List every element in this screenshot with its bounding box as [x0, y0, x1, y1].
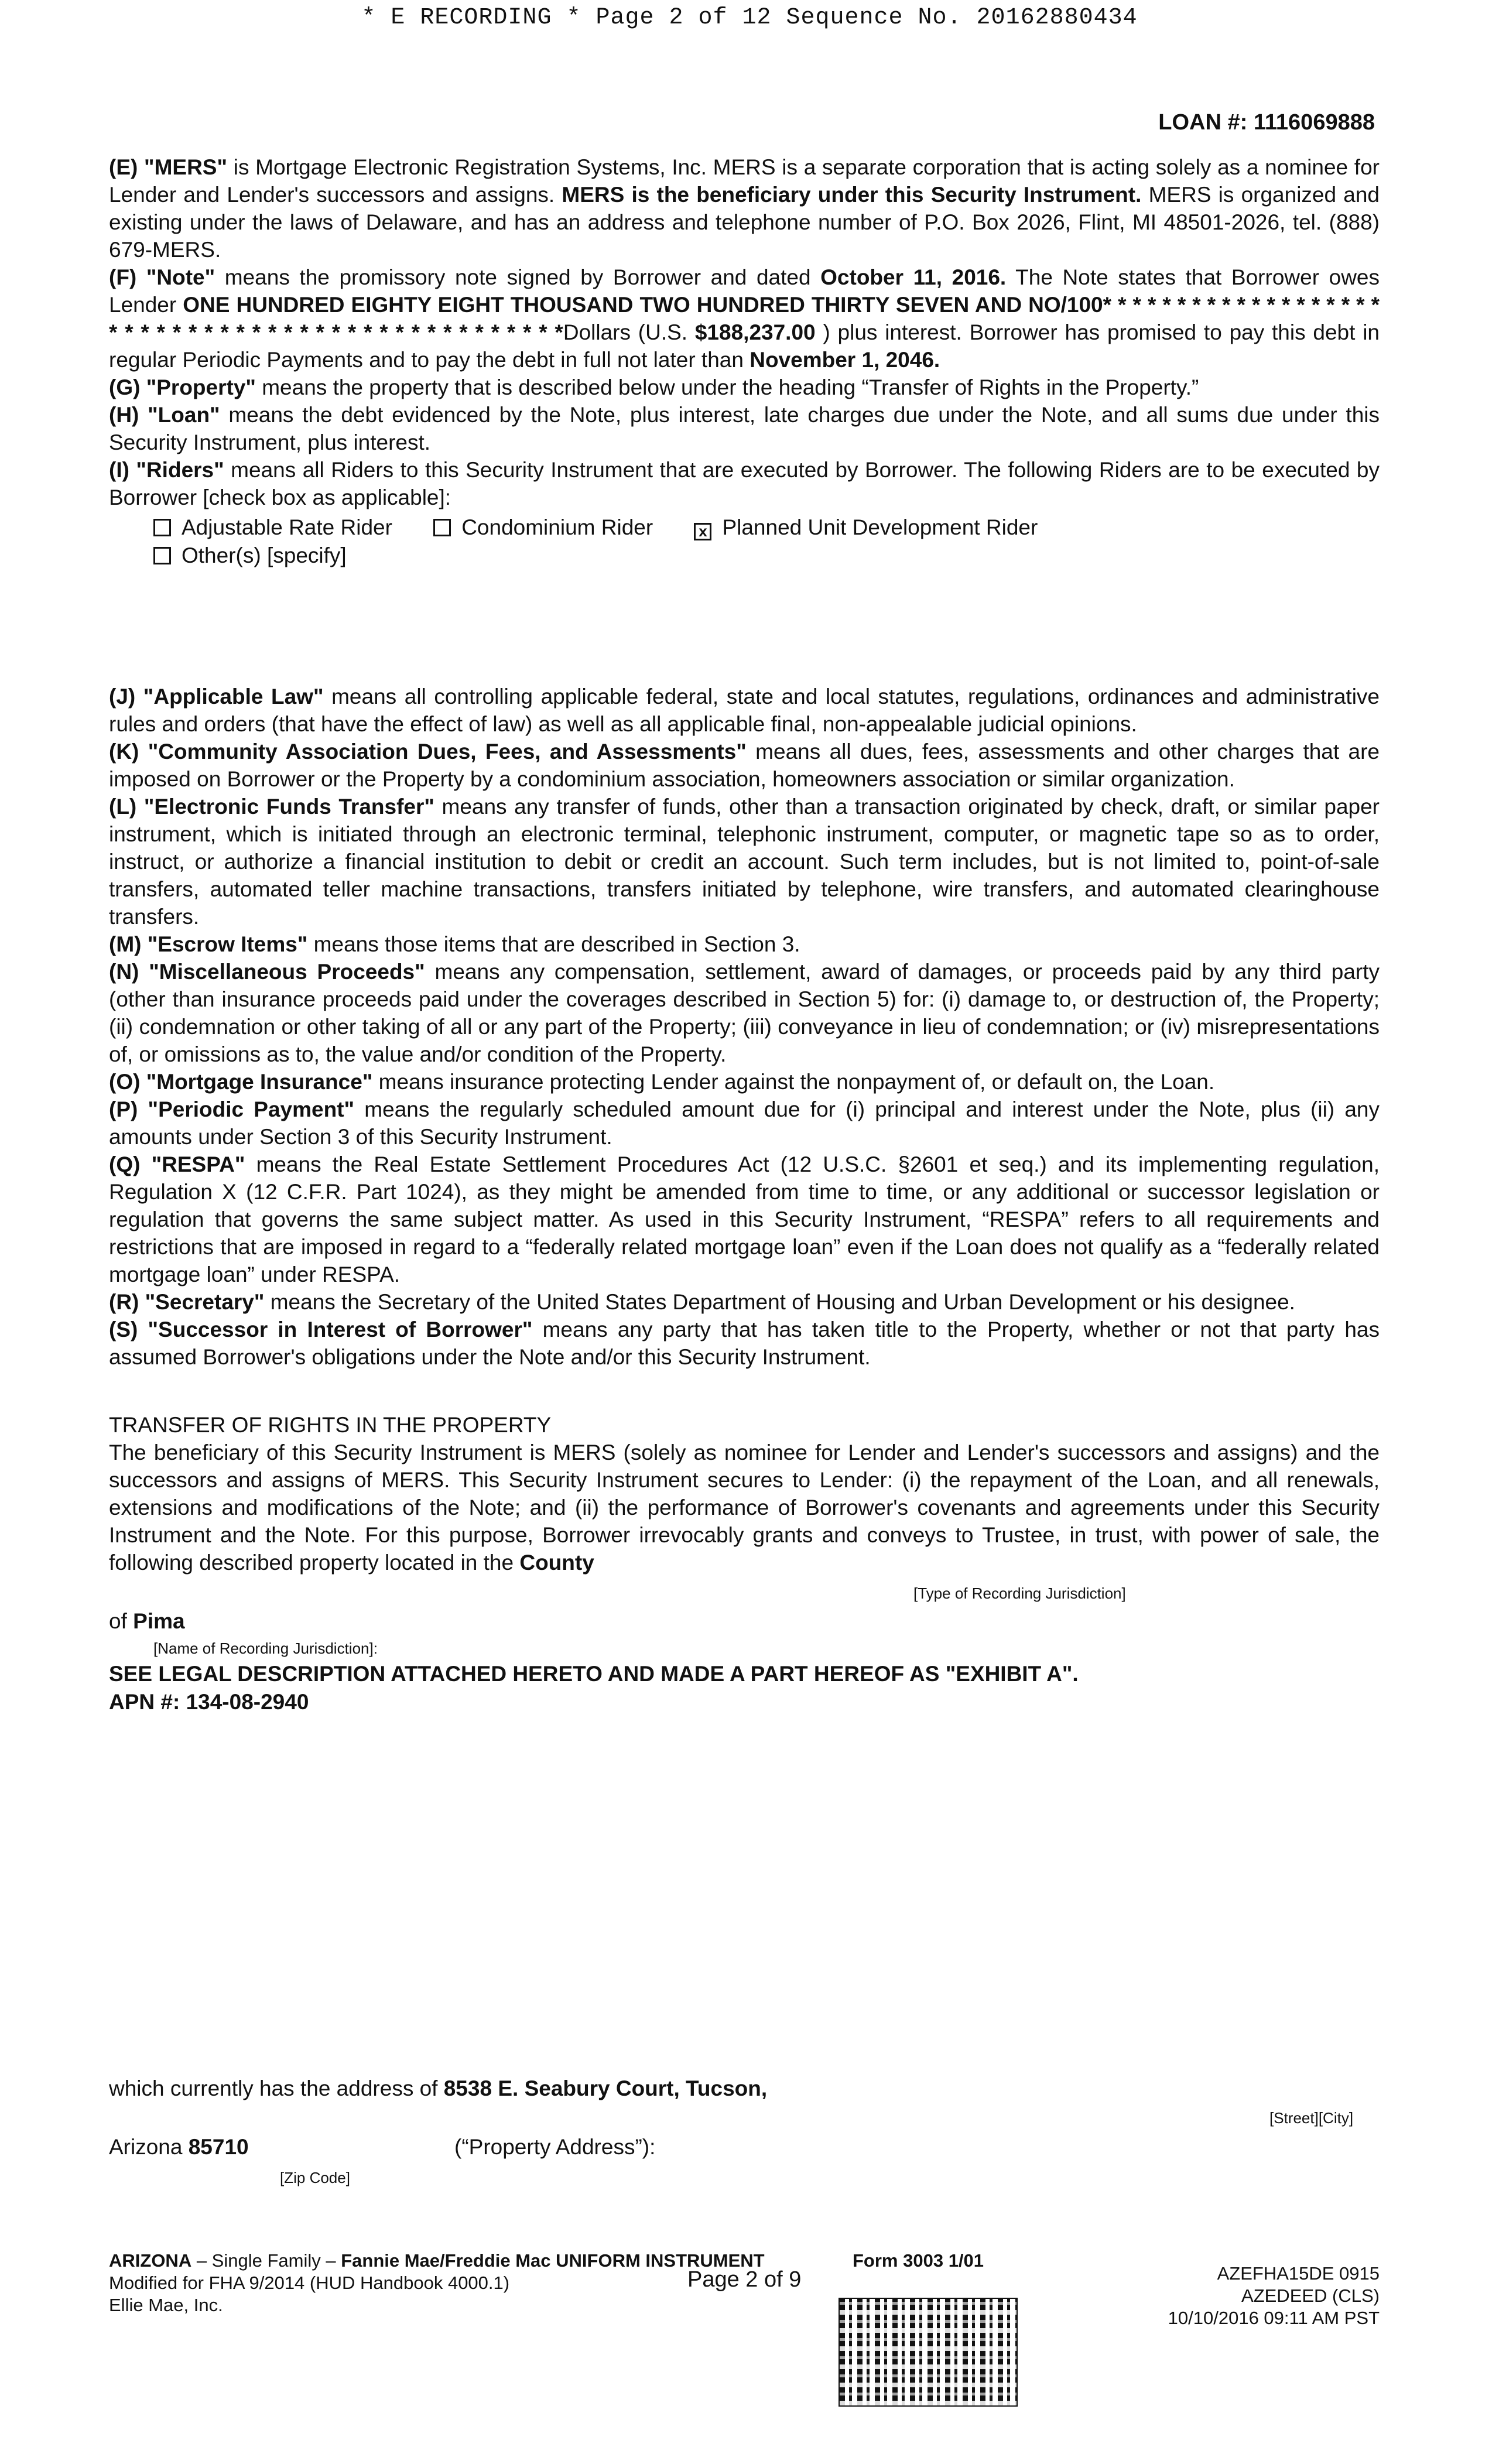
- footer-state: ARIZONA: [109, 2250, 192, 2271]
- definition-text: means any party that has taken title to the Property, whether or not that party has assumed Borrower's obligations under the Note and/or this Security Instrument.: [109, 1317, 1380, 1369]
- definition-n: [109, 958, 1380, 1068]
- definitions-section: [109, 153, 1380, 570]
- definition-text: means the property that is described below under the heading “Transfer of Rights in the Property.”: [255, 375, 1199, 399]
- term: (O) "Mortgage Insurance": [109, 1070, 373, 1094]
- footer-line-2: Modified for FHA 9/2014 (HUD Handbook 4000.1): [109, 2273, 510, 2293]
- form-number: Form 3003 1/01: [853, 2250, 984, 2271]
- jurisdiction-type-hint: [Type of Recording Jurisdiction]: [913, 1585, 1126, 1602]
- maturity-date: November 1, 2046.: [750, 348, 940, 372]
- rider-option[interactable]: [694, 514, 1038, 541]
- definition-e: [109, 153, 1380, 263]
- transfer-heading: TRANSFER OF RIGHTS IN THE PROPERTY: [109, 1413, 552, 1437]
- transfer-text: [109, 1439, 1380, 1576]
- term: (J) "Applicable Law": [109, 685, 324, 709]
- rider-option[interactable]: [153, 542, 347, 569]
- definition-p: [109, 1096, 1380, 1151]
- legal-description: SEE LEGAL DESCRIPTION ATTACHED HERETO AND MADE A PART HEREOF AS "EXHIBIT A".: [109, 1662, 1079, 1686]
- definition-text: means any transfer of funds, other than a transaction originated by check, draft, or similar paper instrument, which is initiated through an electronic terminal, telephonic instrument, computer, or magnetic tape so as to order, instruct, or authorize a financial institution to debit or credit an account. Such term includes, but is not limited to, point-of-sale transfers, automated teller machine transactions, transfers initiated by telephone, wire transfers, and automated clearinghouse transfers.: [109, 795, 1380, 929]
- definition-text: The Note states that Borrower owes Lender: [109, 265, 1380, 317]
- zip-code: 85710: [188, 2135, 249, 2159]
- recording-header: * E RECORDING * Page 2 of 12 Sequence No. 20162880434: [361, 5, 1138, 31]
- definition-h: [109, 401, 1380, 456]
- definition-text: means any compensation, settlement, award of damages, or proceeds paid by any third party (other than insurance proceeds paid under the coverages described in Section 5) for: (i) damage to, or destruction of, the Property; (ii) condemnation or other taking of all or any part of the Property; (iii) conveyance in lieu of condemnation; or (iv) misrepresentations of, or omissions as to, the value and/or condition of the Property.: [109, 960, 1380, 1066]
- footer-code: AZEFHA15DE 0915: [1217, 2263, 1380, 2284]
- footer-type: – Single Family –: [191, 2250, 341, 2271]
- amount-words: ONE HUNDRED EIGHTY EIGHT THOUSAND TWO HUNDRED THIRTY SEVEN AND NO/100* * * * * * * * * * * * * * * * * * * * * * * * * * * * * * * * * * * * * * * * * * * * * * * *: [109, 293, 1380, 344]
- rider-label: Condominium Rider: [461, 515, 653, 539]
- state-zip-line: [109, 2135, 249, 2160]
- definition-text: means the regularly scheduled amount due for (i) principal and interest under the Note, plus (ii) any amounts under Section 3 of this Security Instrument.: [109, 1097, 1380, 1149]
- rider-label: Planned Unit Development Rider: [722, 515, 1038, 539]
- loan-value: 1116069888: [1253, 110, 1375, 135]
- jurisdiction-type: County: [519, 1551, 594, 1575]
- jurisdiction-name-hint: [Name of Recording Jurisdiction]:: [153, 1640, 378, 1657]
- definition-f: [109, 263, 1380, 374]
- apn-number: APN #: 134-08-2940: [109, 1690, 309, 1714]
- definition-text: means all Riders to this Security Instrument that are executed by Borrower. The following Riders are to be executed by Borrower [check box as applicable]:: [109, 458, 1380, 509]
- definition-text: MERS is organized and existing under the laws of Delaware, and has an address and telephone number of P.O. Box 2026, Flint, MI 48501-2026, tel. (888) 679-MERS.: [109, 183, 1380, 262]
- transfer-body: The beneficiary of this Security Instrument is MERS (solely as nominee for Lender and Lender's successors and assigns) and the successors and assigns of MERS. This Security Instrument secures to Lender: (i) the repayment of the Loan, and all renewals, extensions and modifications of the Note; and (ii) the performance of Borrower's covenants and agreements under this Security Instrument and the Note. For this purpose, Borrower irrevocably grants and conveys to Trustee, in trust, with power of sale, the following described property located in the: [109, 1440, 1380, 1575]
- rider-option[interactable]: [153, 514, 392, 541]
- definition-text: is Mortgage Electronic Registration Systems, Inc. MERS is a separate corporation that is acting solely as a nominee for Lender and Lender's successors and assigns.: [109, 155, 1380, 207]
- footer-code: AZEDEED (CLS): [1241, 2285, 1380, 2306]
- definition-text: means the Secretary of the United States Department of Housing and Urban Development or his designee.: [264, 1290, 1295, 1314]
- term: (N) "Miscellaneous Proceeds": [109, 960, 425, 984]
- property-address-label: (“Property Address”):: [454, 2135, 656, 2159]
- definition-o: [109, 1068, 1380, 1096]
- definition-text: Dollars (U.S.: [563, 320, 695, 344]
- definition-j: [109, 683, 1380, 738]
- term: (M) "Escrow Items": [109, 932, 308, 956]
- definition-text: means those items that are described in Section 3.: [307, 932, 800, 956]
- address-line: [109, 2076, 767, 2101]
- footer-instrument: Fannie Mae/Freddie Mac UNIFORM INSTRUMENT: [341, 2250, 765, 2271]
- footer-line-3: Ellie Mae, Inc.: [109, 2295, 223, 2315]
- term: (G) "Property": [109, 375, 256, 399]
- definition-l: [109, 793, 1380, 930]
- transfer-section: [109, 1411, 1380, 1576]
- definition-q: [109, 1151, 1380, 1288]
- definition-text: ) plus interest. Borrower has promised to pay this debt in regular Periodic Payments and to pay the debt in full not later than: [109, 320, 1380, 372]
- footer-line-1: [109, 2250, 765, 2272]
- definition-text: means the Real Estate Settlement Procedures Act (12 U.S.C. §2601 et seq.) and its implementing regulation, Regulation X (12 C.F.R. Part 1024), as they might be amended from time to time, or any additional or successor legislation or regulation that governs the same subject matter. As used in this Security Instrument, “RESPA” refers to all requirements and restrictions that are imposed in regard to a “federally related mortgage loan” even if the Loan does not qualify as a “federally related mortgage loan” under RESPA.: [109, 1152, 1380, 1286]
- definition-text: means the promissory note signed by Borrower and dated: [215, 265, 821, 289]
- definition-text: means insurance protecting Lender against the nonpayment of, or default on, the Loan.: [372, 1070, 1215, 1094]
- term: (L) "Electronic Funds Transfer": [109, 795, 434, 819]
- definition-r: [109, 1288, 1380, 1316]
- barcode-icon: [839, 2298, 1018, 2407]
- term: (R) "Secretary": [109, 1290, 265, 1314]
- definition-s: [109, 1316, 1380, 1371]
- term: (F) "Note": [109, 265, 215, 289]
- footer-left: [109, 2250, 765, 2316]
- definition-g: [109, 374, 1380, 401]
- street-city-hint: [Street][City]: [1269, 2109, 1354, 2127]
- rider-label: Adjustable Rate Rider: [182, 515, 392, 539]
- definition-text: means all controlling applicable federal, state and local statutes, regulations, ordinances and administrative rules and orders (that have the effect of law) as well as all applicable final, non-appealable judicial opinions.: [109, 685, 1380, 736]
- definition-text: means the debt evidenced by the Note, plus interest, late charges due under the Note, and all sums due under this Security Instrument, plus interest.: [109, 403, 1380, 454]
- definition-m: [109, 930, 1380, 958]
- definition-k: [109, 738, 1380, 793]
- term: (Q) "RESPA": [109, 1152, 245, 1176]
- footer-right: [1168, 2263, 1380, 2329]
- of-text: of: [109, 1609, 134, 1633]
- definition-i: [109, 456, 1380, 511]
- address-intro: which currently has the address of: [109, 2076, 444, 2100]
- street-city: 8538 E. Seabury Court, Tucson,: [443, 2076, 768, 2100]
- footer-timestamp: 10/10/2016 09:11 AM PST: [1168, 2308, 1380, 2328]
- rider-option[interactable]: [433, 514, 653, 541]
- term: (P) "Periodic Payment": [109, 1097, 355, 1121]
- definitions-section-2: [109, 683, 1380, 1371]
- jurisdiction-name: Pima: [133, 1609, 185, 1633]
- term: (S) "Successor in Interest of Borrower": [109, 1317, 533, 1341]
- loan-label: LOAN #:: [1158, 110, 1248, 135]
- page-number: Page 2 of 9: [687, 2267, 802, 2292]
- checked-checkbox-icon[interactable]: x: [694, 523, 711, 540]
- state: Arizona: [109, 2135, 189, 2159]
- definition-bold: MERS is the beneficiary under this Security Instrument.: [562, 183, 1142, 207]
- term: (K) "Community Association Dues, Fees, and Assessments": [109, 740, 747, 764]
- term: (E) "MERS": [109, 155, 228, 179]
- definition-text: means all dues, fees, assessments and other charges that are imposed on Borrower or the Property by a condominium association, homeowners association or similar organization.: [109, 740, 1380, 791]
- riders-checklist: [109, 514, 1380, 570]
- loan-amount: $188,237.00: [694, 320, 816, 344]
- jurisdiction-line: [109, 1609, 185, 1634]
- note-date: October 11, 2016.: [820, 265, 1007, 289]
- zip-code-hint: [Zip Code]: [280, 2169, 350, 2186]
- checkbox-icon[interactable]: [433, 519, 451, 536]
- checkbox-icon[interactable]: [153, 547, 171, 564]
- term: (H) "Loan": [109, 403, 220, 427]
- loan-number: [1158, 110, 1375, 135]
- term: (I) "Riders": [109, 458, 224, 482]
- checkbox-icon[interactable]: [153, 519, 171, 536]
- rider-label: Other(s) [specify]: [182, 543, 347, 567]
